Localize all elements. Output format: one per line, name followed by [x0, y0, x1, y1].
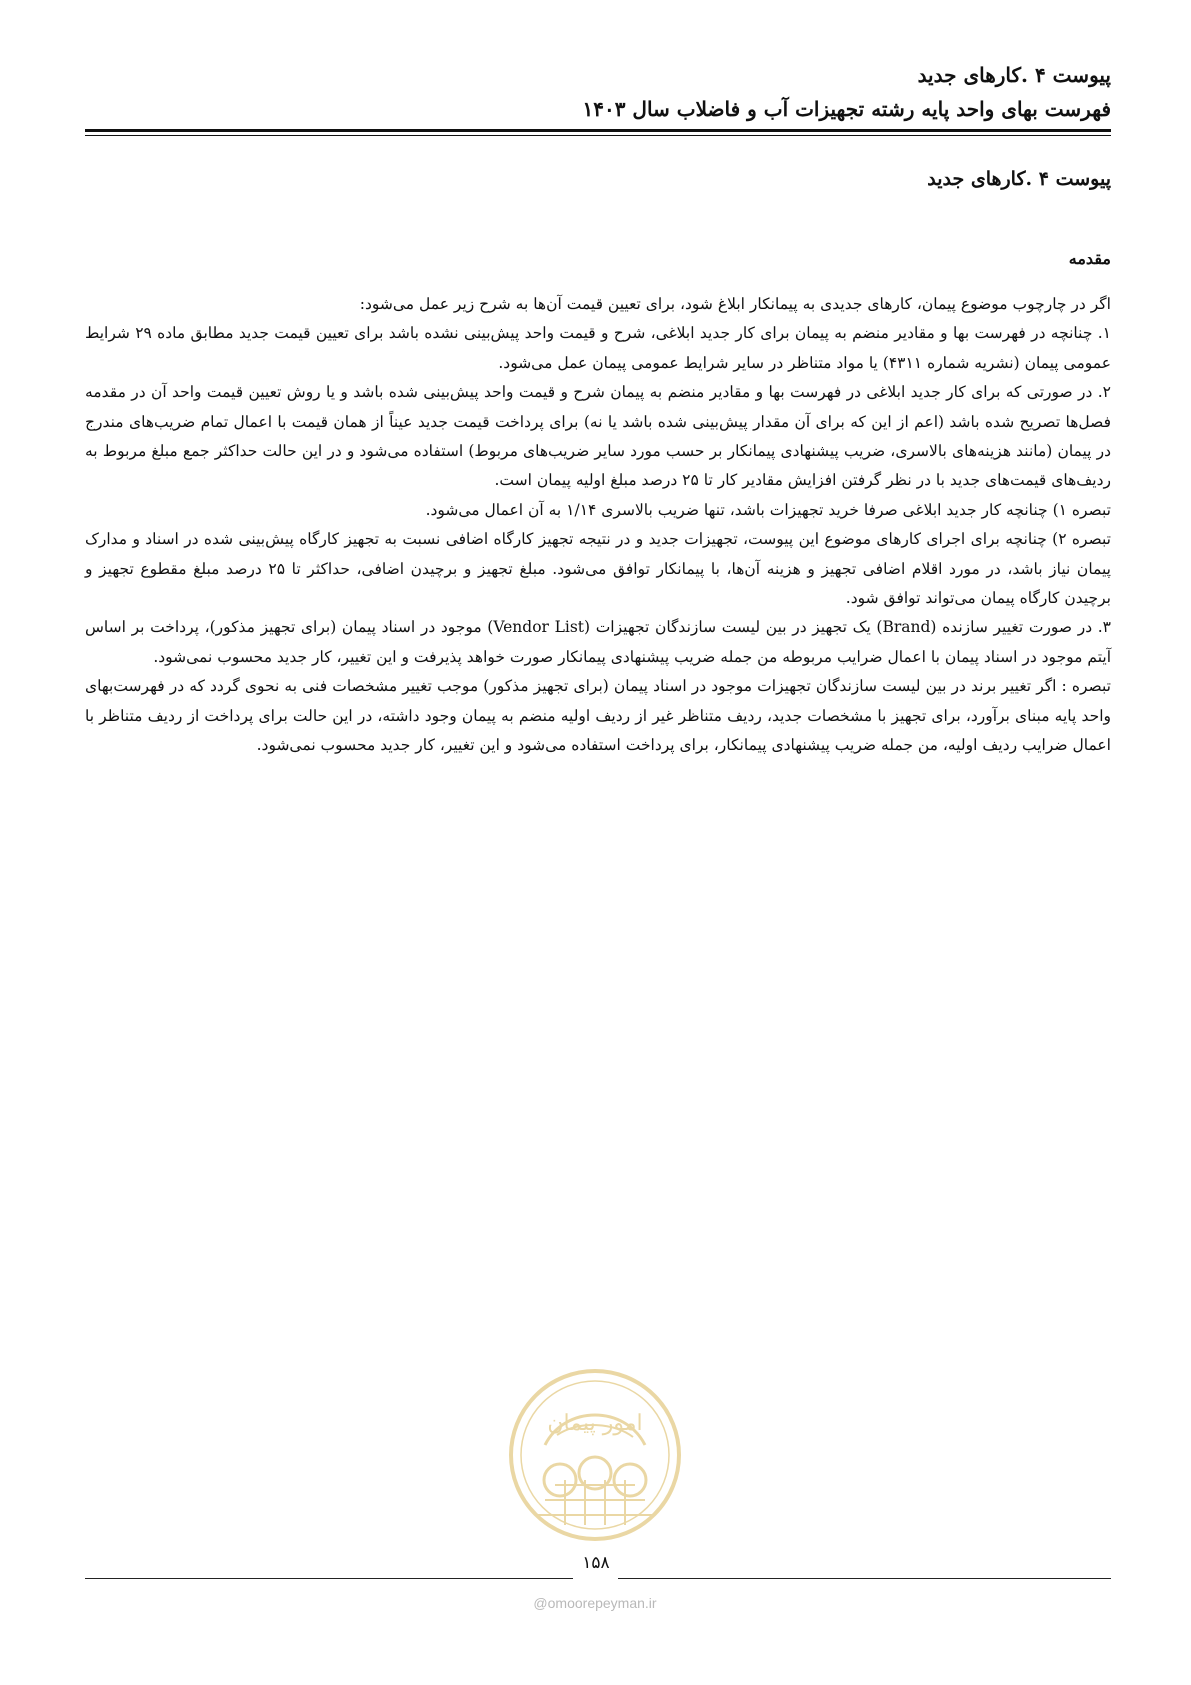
paragraph-item-1: ۱. چنانچه در فهرست بها و مقادیر منضم به پیمان برای کار جدید ابلاغی، شرح و قیمت واحد پیش‌بینی نشده باشد برای تعیین قیمت جدید مطابق ماده ۲۹ شرایط عمومی پیمان (نشریه شماره ۴۳۱۱) یا مواد متناظر در سایر شرایط عمومی پیمان عمل می‌شود. — [85, 324, 1111, 372]
page-number: ۱۵۸ — [582, 1553, 610, 1573]
body-text — [85, 290, 1111, 761]
header-appendix-title: پیوست ۴ .کارهای جدید — [917, 63, 1111, 87]
watermark-logo-icon — [505, 1365, 685, 1545]
page-header — [85, 58, 1111, 126]
paragraph-item-3: ۳. در صورت تغییر سازنده (Brand) یک تجهیز در بین لیست سازندگان تجهیزات (Vendor List) موجود در اسناد پیمان (برای تجهیز مذکور)، پرداخت بر اساس آیتم موجود در اسناد پیمان با اعمال ضرایب مربوطه من جمله ضریب پیشنهادی پیمانکار صورت خواهد پذیرفت و این تغییر، کار جدید محسوب نمی‌شود. — [85, 618, 1111, 666]
footer-rule-right — [618, 1578, 1111, 1579]
logo-lettering: امور پیمان — [547, 1411, 643, 1436]
header-rule-thick — [85, 129, 1111, 132]
website-watermark: @omoorepeyman.ir — [533, 1595, 657, 1611]
intro-heading: مقدمه — [1068, 249, 1111, 268]
paragraph-intro: اگر در چارچوب موضوع پیمان، کارهای جدیدی به پیمانکار ابلاغ شود، برای تعیین قیمت آن‌ها به شرح زیر عمل می‌شود: — [359, 295, 1111, 313]
paragraph-note-3: تبصره : اگر تغییر برند در بین لیست سازندگان تجهیزات موجود در اسناد پیمان (برای تجهیز مذکور) موجب تغییر مشخصات فنی به نحوی گردد که در فهرست‌بهای واحد پایه مبنای برآورد، برای تجهیز با مشخصات جدید، ردیف متناظر غیر از ردیف اولیه منضم به پیمان وجود داشته، در این حالت برای پرداخت از ردیف متناظر با اعمال ضرایب ردیف اولیه، من جمله ضریب پیشنهادی پیمانکار، برای پرداخت استفاده می‌شود و این تغییر، کار جدید محسوب نمی‌شود. — [85, 677, 1111, 755]
section-title: پیوست ۴ .کارهای جدید — [927, 168, 1111, 190]
paragraph-note-1: تبصره ۱) چنانچه کار جدید ابلاغی صرفا خرید تجهیزات باشد، تنها ضریب بالاسری ۱/۱۴ به آن اعمال می‌شود. — [425, 500, 1111, 519]
paragraph-note-2: تبصره ۲) چنانچه برای اجرای کارهای موضوع این پیوست، تجهیزات جدید و در نتیجه تجهیز کارگاه اضافی نسبت به تجهیز کارگاه پیش‌بینی شده در اسناد و مدارک پیمان نیاز باشد، در مورد اقلام اضافی تجهیز و هزینه آن‌ها، با پیمانکار توافق می‌شود. مبلغ تجهیز و برچیدن اضافی، حداکثر تا ۲۵ درصد مبلغ مقطوع تجهیز و برچیدن کارگاه پیمان می‌تواند توافق شود. — [85, 530, 1111, 608]
footer-rule-left — [85, 1578, 573, 1579]
header-rule-thin — [85, 135, 1111, 136]
paragraph-item-2: ۲. در صورتی که برای کار جدید ابلاغی در فهرست بها و مقادیر منضم به پیمان شرح و قیمت واحد پیش‌بینی شده باشد و یا روش تعیین قیمت واحد آن در مقدمه فصل‌ها تصریح شده باشد (اعم از این که برای آن مقدار پیش‌بینی شده باشد یا نه) برای پرداخت قیمت جدید عیناً از همان قیمت با اعمال تمام ضریب‌های مندرج در پیمان (مانند هزینه‌های بالاسری، ضریب پیشنهادی پیمانکار بر حسب مورد سایر ضریب‌های مربوط) استفاده می‌شود و در این حالت حداکثر جمع مبلغ مربوط به ردیف‌های قیمت‌های جدید با در نظر گرفتن افزایش مقادیر کار تا ۲۵ درصد مبلغ اولیه پیمان است. — [85, 383, 1111, 490]
header-document-title: فهرست بهای واحد پایه رشته تجهیزات آب و فاضلاب سال ۱۴۰۳ — [582, 97, 1111, 121]
